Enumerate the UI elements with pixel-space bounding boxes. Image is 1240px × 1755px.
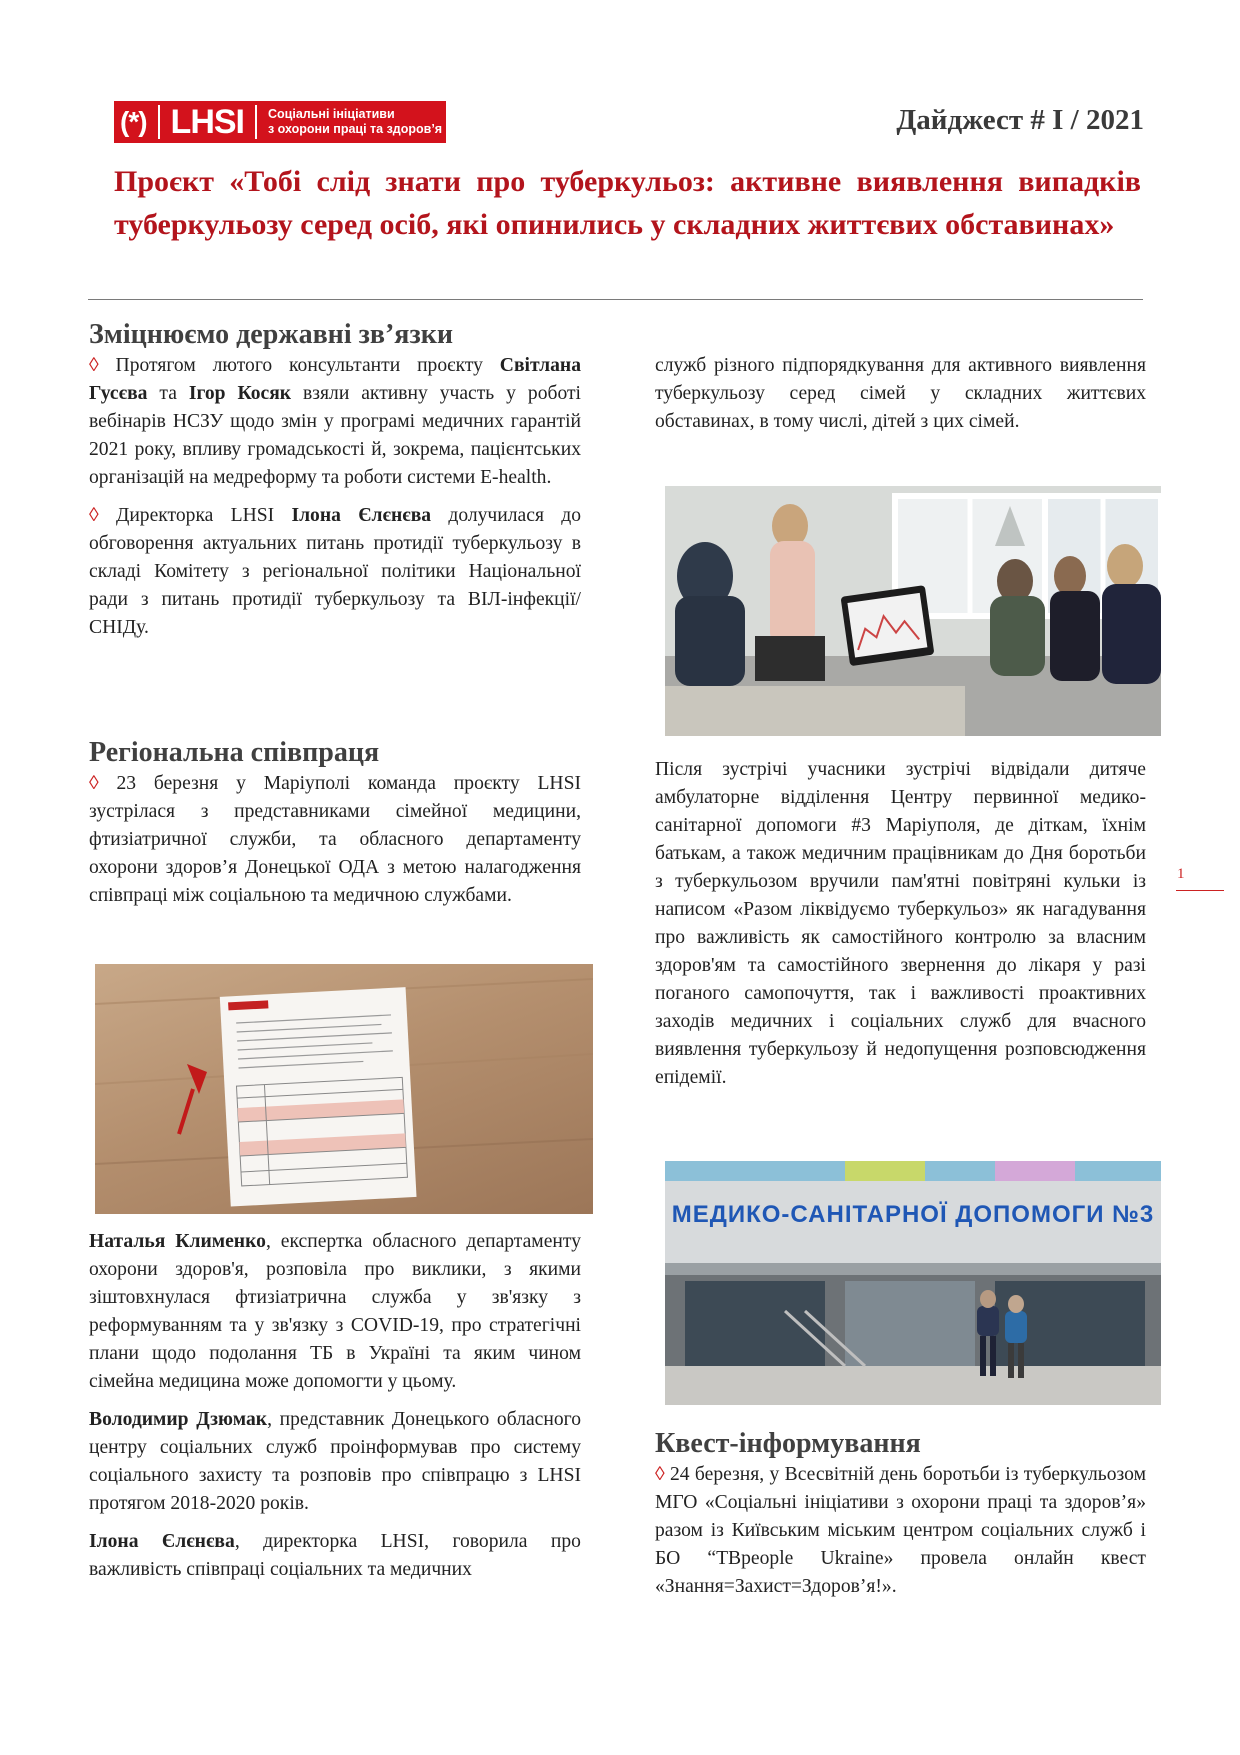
right-column-quest bbox=[655, 1427, 1146, 1611]
title-divider bbox=[88, 299, 1143, 300]
clinic-building-image bbox=[665, 1161, 1161, 1405]
meeting-room-image bbox=[665, 486, 1161, 736]
paragraph-continuation: служб різного підпорядкування для активного виявлення туберкульозу серед сімей у складних життєвих обставинах, в тому числі, дітей з цих сімей. bbox=[655, 355, 1146, 432]
right-column-continuation bbox=[655, 352, 1146, 446]
left-column-speakers bbox=[89, 1228, 581, 1594]
paragraph-mariupol-meeting: ◊ 23 березня у Маріуполі команда проєкту LHSI зустрілася з представниками сімейної медицини, фтизіатричної служби, та обласного департаменту охорони здоров’я Донецької ОДА з метою налагодження співпраці між соціальною та медичною службами. bbox=[89, 773, 581, 906]
lhsi-logo bbox=[114, 101, 446, 143]
left-column-regional bbox=[89, 736, 581, 920]
digest-number: Дайджест # I / 2021 bbox=[896, 104, 1144, 136]
paragraph-quest: ◊ 24 березня, у Всесвітній день боротьби із туберкульозом МГО «Соціальні ініціативи з охорони праці та здоров’я» разом із Київським міським центром соціальних служб і БО “ТВpeople Ukraine» провела онлайн квест «Знання=Захист=Здоров’я!». bbox=[655, 1464, 1146, 1597]
logo-separator bbox=[255, 105, 257, 139]
building-sign-text: МЕДИКО-САНІТАРНОЇ ДОПОМОГИ №3 bbox=[671, 1201, 1155, 1228]
logo-asterisk-mark: (*) bbox=[120, 106, 147, 137]
photo-meeting bbox=[665, 486, 1161, 736]
page-number-rule bbox=[1176, 890, 1224, 891]
section-heading-regional: Регіональна співпраця bbox=[89, 737, 380, 768]
photo-agenda-document bbox=[95, 964, 593, 1214]
page-title: Проєкт «Тобі слід знати про туберкульоз: активне виявлення випадків туберкульозу серед осіб, які опинились у складних життєвих обставинах» bbox=[114, 165, 1141, 241]
left-column bbox=[89, 318, 581, 652]
section-heading-state-relations: Зміцнюємо державні зв’язки bbox=[89, 319, 453, 350]
page-number: 1 bbox=[1177, 866, 1185, 882]
diamond-bullet-icon: ◊ bbox=[89, 505, 99, 526]
paragraph-after-meeting: Після зустрічі учасники зустрічі відвідали дитяче амбулаторне відділення Центру первинної медико-санітарної допомоги #3 Маріуполя, де діткам, їхнім батькам, а також медичним працівникам до Дня боротьби з туберкульозом вручили пам'ятні повітряні кульки із написом «Разом ліквідуємо туберкульоз» як нагадування про важливість як самостійного контролю за власним здоров'ям та самостійного звернення до лікаря у разі поганого самопочуття, так і важливості проактивних заходів медичних і соціальних служб для вчасного виявлення туберкульозу й недопущення розповсюдження епідемії. bbox=[655, 759, 1146, 1088]
right-column-after-meeting bbox=[655, 756, 1146, 1102]
logo-separator bbox=[158, 105, 160, 139]
logo-brand: LHSI bbox=[170, 102, 244, 141]
photo-building bbox=[665, 1161, 1161, 1405]
diamond-bullet-icon: ◊ bbox=[89, 355, 99, 376]
diamond-bullet-icon: ◊ bbox=[655, 1464, 665, 1485]
paragraph-klymenko: Наталья Клименко, експертка обласного департаменту охорони здоров'я, розповіла про виклики, з якими зіштовхнулася фтизіатрична служба у зв'язку з реформуванням та у зв'язку з COVID-19, про стратегічні плани щодо подолання ТБ в Україні та яким чином сімейна медицина може допомогти у цьому. bbox=[89, 1231, 581, 1392]
agenda-document-image bbox=[95, 964, 593, 1214]
section-heading-quest: Квест-інформування bbox=[655, 1428, 921, 1459]
paragraph-webinars: ◊ Протягом лютого консультанти проєкту Світлана Гусєва та Ігор Косяк взяли активну участь у роботі вебінарів НСЗУ щодо змін у програмі медичних гарантій 2021 року, впливу громадськості й, зокрема, пацієнтських організацій на медреформу та роботи системи E-health. bbox=[89, 355, 582, 488]
paragraph-director: ◊ Директорка LHSI Ілона Єлєнєва долучилася до обговорення актуальних питань протидії туберкульозу в складі Комітету з регіональної політики Національної ради з питань протидії туберкульозу та ВІЛ-інфекції/СНІДу. bbox=[89, 505, 581, 638]
diamond-bullet-icon: ◊ bbox=[89, 773, 99, 794]
paragraph-yelenieva: Ілона Єлєнєва, директорка LHSI, говорила про важливість співпраці соціальних та медичних bbox=[89, 1531, 581, 1580]
logo-tagline: Соціальні ініціативи з охорони праці та здоров’я bbox=[268, 107, 443, 136]
paragraph-dziumak: Володимир Дзюмак, представник Донецького обласного центру соціальних служб проінформував про систему соціального захисту та розповів про співпрацю з LHSI протягом 2018-2020 років. bbox=[89, 1409, 581, 1514]
